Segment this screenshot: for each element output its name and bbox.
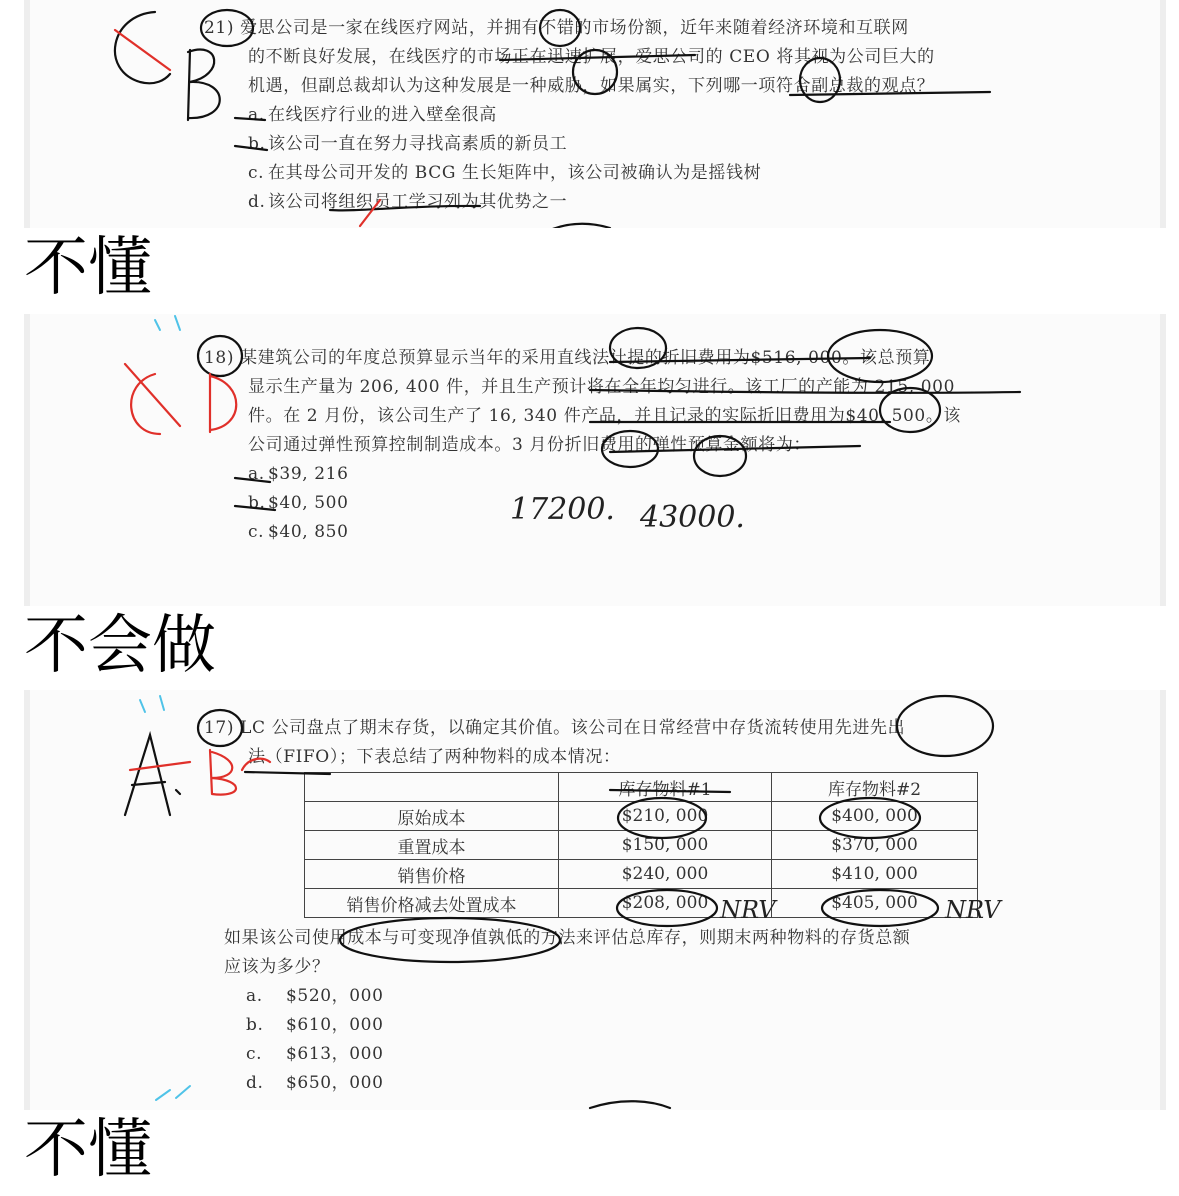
question-number: 17) — [204, 718, 235, 738]
table-header: 库存物料#1 — [559, 773, 772, 802]
question-number: 21) — [204, 18, 235, 38]
option-c: c. $40, 850 — [248, 522, 349, 542]
table-header: 库存物料#2 — [772, 773, 978, 802]
table-row: 原始成本 $210, 000 $400, 000 — [305, 802, 978, 831]
question-17-text: 17) LC 公司盘点了期末存货，以确定其价值。该公司在日常经营中存货流转使用先进先出 法（FIFO）；下表总结了两种物料的成本情况： — [204, 718, 906, 767]
option-a: a. 在线医疗行业的进入壁垒很高 — [248, 105, 497, 125]
option-b: b. $610，000 — [246, 1015, 384, 1035]
question-17-scan — [24, 690, 1166, 1110]
option-d: d. 该公司将组织员工学习列为其优势之一 — [248, 192, 568, 212]
table-row: 销售价格减去处置成本 $208, 000 $405, 000 — [305, 889, 978, 918]
table-row: 销售价格 $240, 000 $410, 000 — [305, 860, 978, 889]
table-row: 重置成本 $150, 000 $370, 000 — [305, 831, 978, 860]
caption-q18: 不会做 — [24, 609, 216, 683]
question-18-options — [248, 460, 349, 547]
option-a: a. $39, 216 — [248, 464, 349, 484]
question-21-text: 21) 爱思公司是一家在线医疗网站，并拥有不错的市场份额，近年来随着经济环境和互联网 的不断良好发展，在线医疗的市场正在迅速扩展，爱思公司的 CEO 将其视为公司巨大的 机遇，但副总裁却认为这种发展是一种威胁，如果属实，下列哪一项符合副总裁的观点？ — [204, 18, 935, 96]
caption-q21: 不懂 — [24, 231, 152, 305]
handwritten-calc-2: 43000. — [640, 500, 745, 535]
inventory-table — [304, 772, 978, 918]
option-a: a. $520，000 — [246, 986, 384, 1006]
handwritten-nrv-1: NRV — [720, 896, 776, 924]
question-21-scan — [24, 0, 1166, 228]
question-21-options — [248, 101, 761, 217]
table-header — [305, 773, 559, 802]
option-b: b. $40, 500 — [248, 493, 349, 513]
caption-q17: 不懂 — [24, 1113, 152, 1187]
question-number: 18) — [204, 348, 235, 368]
option-b: b. 该公司一直在努力寻找高素质的新员工 — [248, 134, 568, 154]
table-header-row — [305, 773, 978, 802]
option-c: c. $613，000 — [246, 1044, 384, 1064]
question-17-followup: 如果该公司使用成本与可变现净值孰低的方法来评估总库存，则期末两种物料的存货总额 应该为多少？ — [224, 928, 911, 977]
question-17-options — [246, 982, 384, 1098]
handwritten-calc-1: 17200. — [510, 492, 615, 527]
option-c: c. 在其母公司开发的 BCG 生长矩阵中，该公司被确认为是摇钱树 — [248, 163, 762, 183]
handwritten-nrv-2: NRV — [945, 896, 1001, 924]
question-18-text: 18) 某建筑公司的年度总预算显示当年的采用直线法计提的折旧费用为$516, 000。该总预算 显示生产量为 206, 400 件，并且生产预计将在全年均匀进行。该工厂的产能为 215, 000 件。在 2 月份，该公司生产了 16, 340 件产品，并且记录的实际折旧费用为$40, 500。该 公司通过弹性预算控制制造成本。3 月份折旧费用的弹性预算金额将为： — [204, 348, 962, 455]
option-d: d. $650，000 — [246, 1073, 384, 1093]
question-18-scan — [24, 314, 1166, 606]
